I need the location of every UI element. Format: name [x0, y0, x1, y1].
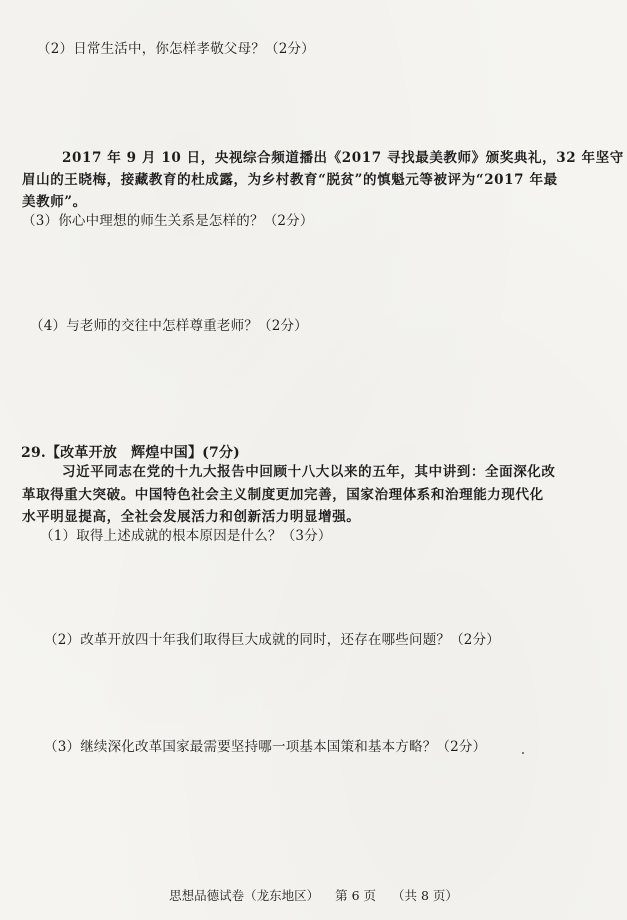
- page-footer: [0, 886, 627, 904]
- stray-mark: [522, 752, 524, 754]
- footer-page-number: 第 6 页: [335, 888, 376, 903]
- footer-total-pages: （共 8 页）: [391, 888, 458, 903]
- question-29-title: 【改革开放 辉煌中国】: [45, 445, 203, 461]
- passage-29-line-2: 革取得重大突破。中国特色社会主义制度更加完善，国家治理体系和治理能力现代化: [22, 487, 544, 503]
- question-29-2: （2）改革开放四十年我们取得巨大成就的同时，还存在哪些问题？（2分）: [44, 632, 500, 648]
- question-29-heading: [21, 446, 240, 460]
- passage-29-line-3: 水平明显提高，全社会发展活力和创新活力明显增强。: [22, 509, 361, 525]
- question-29-1: （1）取得上述成就的根本原因是什么？（3分）: [40, 528, 332, 544]
- question-29-3: （3）继续深化改革国家最需要坚持哪一项基本国策和基本方略？（2分）: [44, 739, 487, 755]
- footer-exam-name: 思想品德试卷（龙东地区）: [169, 888, 320, 903]
- material-teacher-line-1: 2017 年 9 月 10 日，央视综合频道播出《2017 寻找最美教师》颁奖典礼，32 年坚守: [62, 150, 624, 166]
- question-28-2: （2）日常生活中，你怎样孝敬父母？（2分）: [37, 41, 315, 57]
- question-29-number: 29.: [21, 445, 46, 461]
- material-teacher-line-2: 眉山的王晓梅，接藏教育的杜成露，为乡村教育“脱贫”的慎魁元等被评为“2017 年最: [22, 172, 558, 188]
- question-28-3: （3）你心中理想的师生关系是怎样的？（2分）: [22, 213, 314, 229]
- question-29-points: (7分): [202, 445, 240, 461]
- passage-29-line-1: 习近平同志在党的十九大报告中回顾十八大以来的五年，其中讲到：全面深化改: [62, 464, 556, 480]
- material-teacher-line-3: 美教师”。: [22, 194, 87, 210]
- question-28-4: （4）与老师的交往中怎样尊重老师？（2分）: [30, 318, 308, 334]
